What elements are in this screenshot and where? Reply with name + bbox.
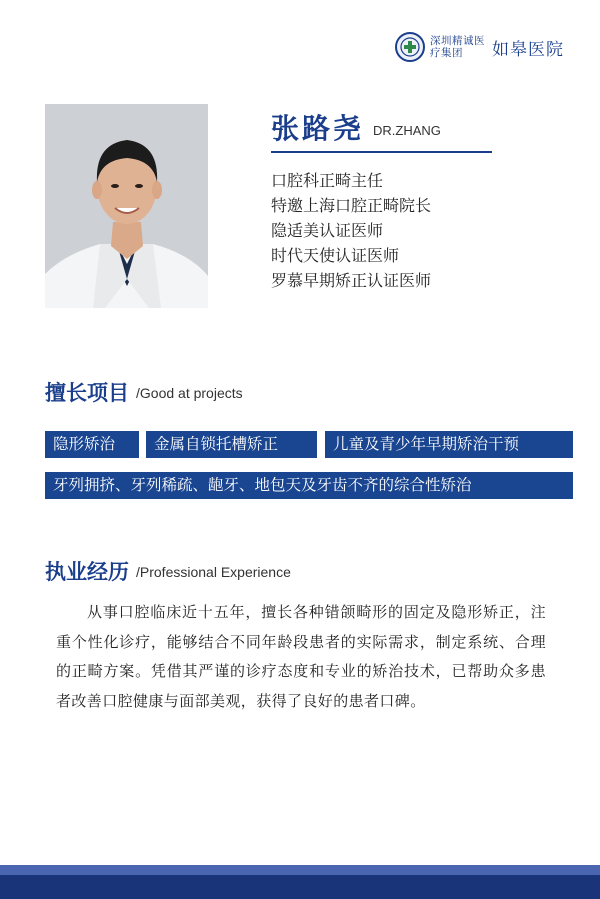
hospital-emblem-icon (395, 32, 425, 62)
footer-bar-light (0, 865, 600, 875)
specialties-title: 擅长项目 (45, 381, 129, 405)
specialty-tag: 隐形矫治 (45, 431, 139, 458)
hospital-name: 如皋医院 (492, 39, 564, 60)
doctor-title: 罗慕早期矫正认证医师 (271, 271, 432, 290)
name-underline (271, 151, 492, 153)
group-name: 深圳精诚医疗集团 (430, 35, 485, 59)
experience-text: 从事口腔临床近十五年，擅长各种错颌畸形的固定及隐形矫正，注重个性化诊疗，能够结合不同年龄段患者的实际需求，制定系统、合理的正畸方案。凭借其严谨的诊疗态度和专业的矫治技术，已帮助众多患者改善口腔健康与面部美观，获得了良好的患者口碑。 (56, 603, 546, 710)
hospital-logo (395, 30, 580, 64)
footer-bar-dark (0, 875, 600, 899)
doctor-title: 特邀上海口腔正畸院长 (271, 196, 432, 215)
specialty-tag: 儿童及青少年早期矫治干预 (325, 431, 573, 458)
experience-subtitle: /Professional Experience (136, 564, 291, 580)
doctor-photo (45, 104, 208, 308)
specialties-subtitle: /Good at projects (136, 385, 243, 401)
doctor-name: 张路尧 (271, 112, 365, 145)
specialty-tag: 牙列拥挤、牙列稀疏、龅牙、地包天及牙齿不齐的综合性矫治 (45, 472, 573, 499)
doctor-title: 隐适美认证医师 (271, 221, 384, 240)
specialty-tag: 金属自锁托槽矫正 (146, 431, 317, 458)
doctor-title: 时代天使认证医师 (271, 246, 400, 265)
doctor-name-english: DR.ZHANG (373, 123, 441, 138)
doctor-title: 口腔科正畸主任 (271, 171, 384, 190)
experience-title: 执业经历 (45, 560, 129, 584)
doctor-titles (271, 168, 431, 293)
